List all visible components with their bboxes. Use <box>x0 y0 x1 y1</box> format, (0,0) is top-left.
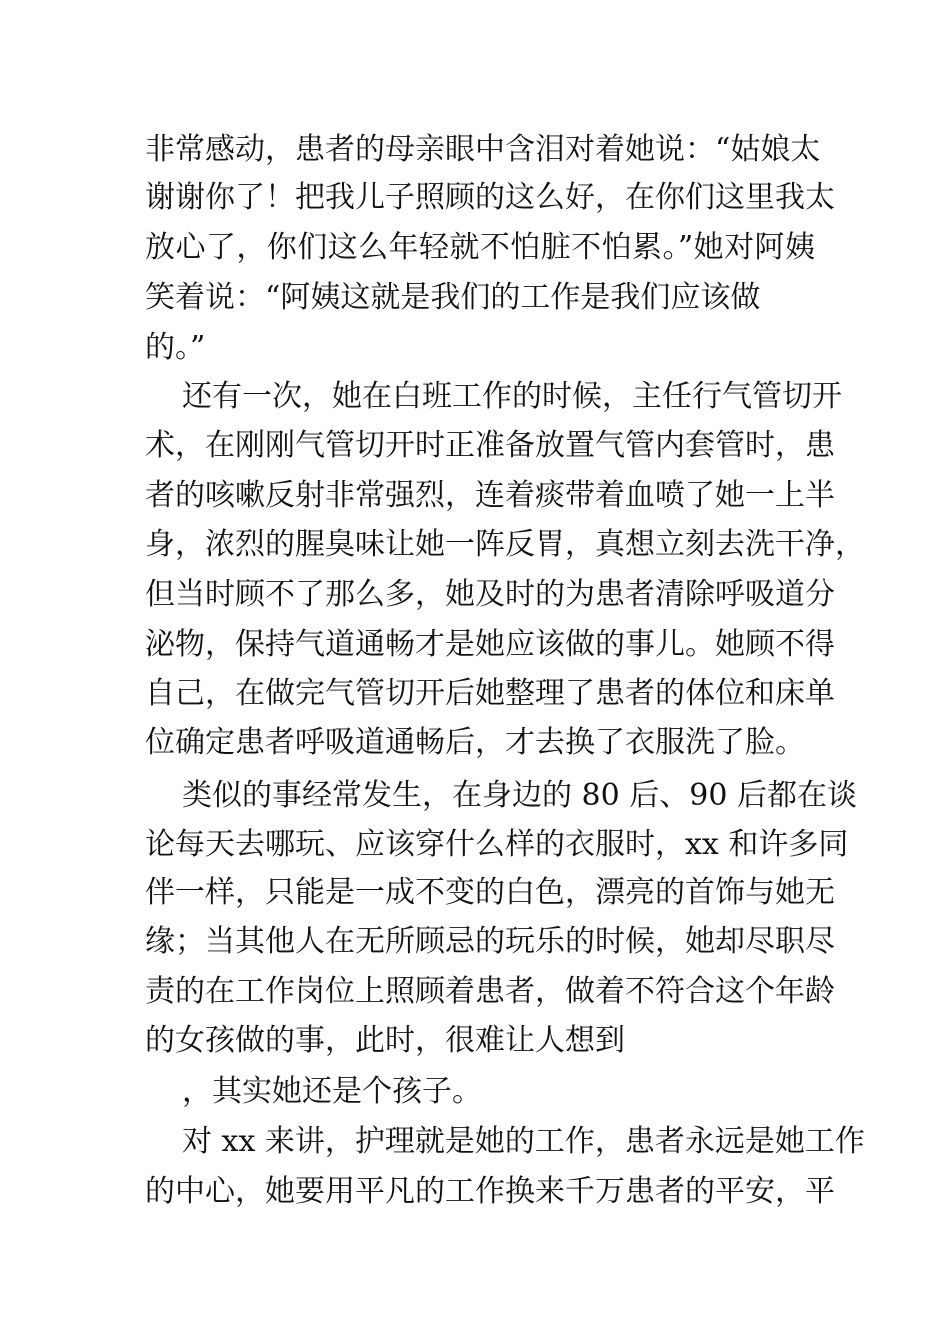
text-line: 谢谢你了！把我儿子照顾的这么好，在你们这里我太 <box>145 180 835 215</box>
text-line: 缘；当其他人在无所顾忌的玩乐的时候，她却尽职尽 <box>145 924 835 959</box>
text-line: 自己，在做完气管切开后她整理了患者的体位和床单 <box>145 676 835 711</box>
text-line: 还有一次，她在白班工作的时候，主任行气管切开 <box>182 379 842 414</box>
text-line: 论每天去哪玩、应该穿什么样的衣服时，xx 和许多同 <box>145 827 849 862</box>
text-line: 位确定患者呼吸道通畅后，才去换了衣服洗了脸。 <box>145 725 805 760</box>
text-line: 的。” <box>145 330 206 365</box>
text-line: 非常感动，患者的母亲眼中含泪对着她说：“姑娘太 <box>145 132 821 167</box>
text-line: 的女孩做的事，此时，很难让人想到 <box>145 1023 625 1058</box>
text-line: 但当时顾不了那么多，她及时的为患者清除呼吸道分 <box>145 577 835 612</box>
text-line: 的中心，她要用平凡的工作换来千万患者的平安，平 <box>145 1174 835 1209</box>
text-line: 对 xx 来讲，护理就是她的工作，患者永远是她工作 <box>182 1124 865 1159</box>
text-line: 术，在刚刚气管切开时正准备放置气管内套管时，患 <box>145 428 835 463</box>
text-line: 泌物，保持气道通畅才是她应该做的事儿。她顾不得 <box>145 627 835 662</box>
text-line: 放心了，你们这么年轻就不怕脏不怕累。”她对阿姨 <box>145 230 815 265</box>
text-line: 笑着说：“阿姨这就是我们的工作是我们应该做 <box>145 280 761 315</box>
text-line: 身，浓烈的腥臭味让她一阵反胃，真想立刻去洗干净， <box>145 527 865 562</box>
text-line: 者的咳嗽反射非常强烈，连着痰带着血喷了她一上半 <box>145 478 835 513</box>
text-line: 类似的事经常发生，在身边的 80 后、90 后都在谈 <box>182 778 857 813</box>
text-line: 责的在工作岗位上照顾着患者，做着不符合这个年龄 <box>145 974 835 1009</box>
text-line: ，其实她还是个孩子。 <box>182 1074 482 1109</box>
text-line: 伴一样，只能是一成不变的白色，漂亮的首饰与她无 <box>145 875 835 910</box>
